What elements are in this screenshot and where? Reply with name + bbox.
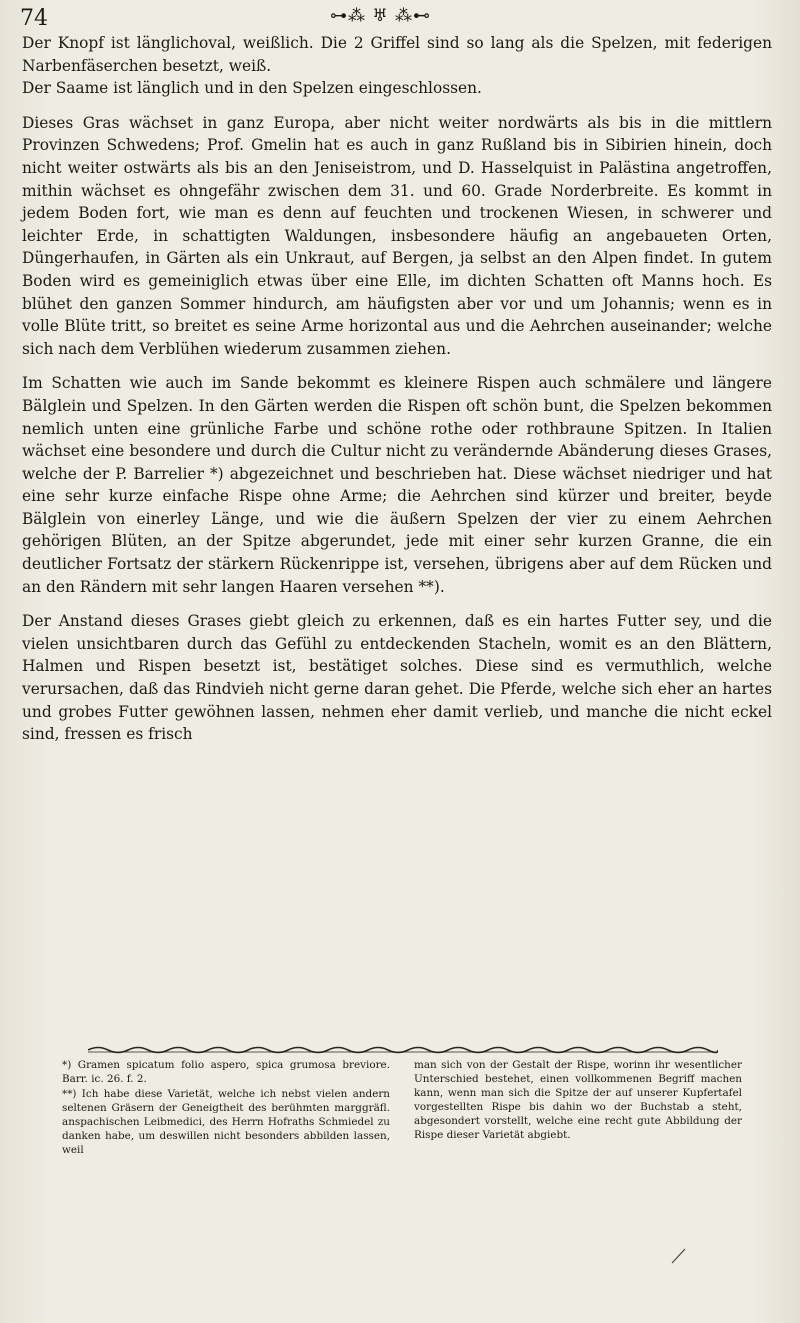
- header-ornament: ⊶⁂ ♅ ⁂⊷: [330, 6, 432, 26]
- footnote: *) Gramen spicatum folio aspero, spica grumosa breviore. Barr. ic. 26. f. 2.: [62, 1059, 390, 1085]
- paragraph: Im Schatten wie auch im Sande bekommt es kleinere Rispen auch schmälere und längere Bälglein und Spelzen. In den Gärten werden die Rispen oft schön bunt, die Spelzen bekommen nemlich unten eine grünliche Farbe und schöne rothe oder rothbraune Spitzen. In Italien wächset eine besondere und durch die Cultur nicht zu verändernde Abänderung dieses Grases, welche der P. Barrelier *) abgezeichnet und beschrieben hat. Diese wächset niedriger und hat eine sehr kurze einfache Rispe ohne Arme; die Aehrchen sind kürzer und breiter, beyde Bälglein von einerley Länge, und wie die äußern Spelzen der vier zu einem Aehrchen gehörigen Blüten, an der Spitze abgerundet, jede mit einer sehr kurzen Granne, die ein deutlicher Fortsatz der stärkern Rückenrippe ist, versehen, übrigens aber auf dem Rücken und an den Rändern mit sehr langen Haaren versehen **).: [22, 374, 772, 596]
- paragraph: Der Saame ist länglich und in den Spelzen eingeschlossen.: [22, 79, 482, 98]
- pencil-mark-icon: [670, 1245, 690, 1265]
- decorative-rule: [88, 1045, 718, 1055]
- body-text: [22, 32, 772, 746]
- page-header: [0, 4, 800, 34]
- footnotes: [62, 1058, 742, 1157]
- footnote: **) Ich habe diese Varietät, welche ich nebst vielen andern seltenen Gräsern der Geneigtheit des berühmten marggräfl. anspachischen Leibmedici, des Herrn Hofraths Schmiedel zu danken habe, um deswillen nicht besonders abbilden lassen, weil: [62, 1088, 390, 1156]
- footnote: man sich von der Gestalt der Rispe, worinn ihr wesentlicher Unterschied bestehet, einen vollkommenen Begriff machen kann, wenn man sich die Spitze der auf unserer Kupfertafel vorgestellten Rispe bis dahin wo der Buchstab a steht, abgesondert vorstellt, welche eine recht gute Abbildung der Rispe dieser Varietät abgiebt.: [414, 1059, 742, 1141]
- footnote-column-right: [414, 1058, 742, 1157]
- footnote-column-left: [62, 1058, 390, 1157]
- paragraph: Der Knopf ist länglichoval, weißlich. Die 2 Griffel sind so lang als die Spelzen, mit federigen Narbenfäserchen besetzt, weiß.: [22, 34, 772, 75]
- paragraph: Dieses Gras wächset in ganz Europa, aber nicht weiter nordwärts als bis in die mittlern Provinzen Schwedens; Prof. Gmelin hat es auch in ganz Rußland bis in Sibirien hinein, doch nicht weiter ostwärts als bis an den Jeniseistrom, und D. Hasselquist in Palästina angetroffen, mithin wächset es ohngefähr zwischen dem 31. und 60. Grade Norderbreite. Es kommt in jedem Boden fort, wie man es denn auf feuchten und trockenen Wiesen, in schwerer und leichter Erde, in schattigten Waldungen, insbesondere häufig an angebaueten Orten, Düngerhaufen, in Gärten als ein Unkraut, auf Bergen, ja selbst an den Alpen findet. In gutem Boden wird es gemeiniglich etwas über eine Elle, im dichten Schatten oft Manns hoch. Es blühet den ganzen Sommer hindurch, am häufigsten aber vor und um Johannis; wenn es in volle Blüte tritt, so breitet es seine Arme horizontal aus und die Aehrchen auseinander; welche sich nach dem Verblühen wiederum zusammen ziehen.: [22, 113, 772, 358]
- page-number: 74: [20, 6, 48, 31]
- paragraph: Der Anstand dieses Grases giebt gleich zu erkennen, daß es ein hartes Futter sey, und die vielen unsichtbaren durch das Gefühl zu entdeckenden Stacheln, womit es an den Blättern, Halmen und Rispen besetzt ist, bestätiget solches. Diese sind es vermuthlich, welche verursachen, daß das Rindvieh nicht gerne daran gehet. Die Pferde, welche sich eher an hartes und grobes Futter gewöhnen lassen, nehmen eher damit verlieb, und manche die nicht eckel sind, fressen es frisch: [22, 612, 772, 744]
